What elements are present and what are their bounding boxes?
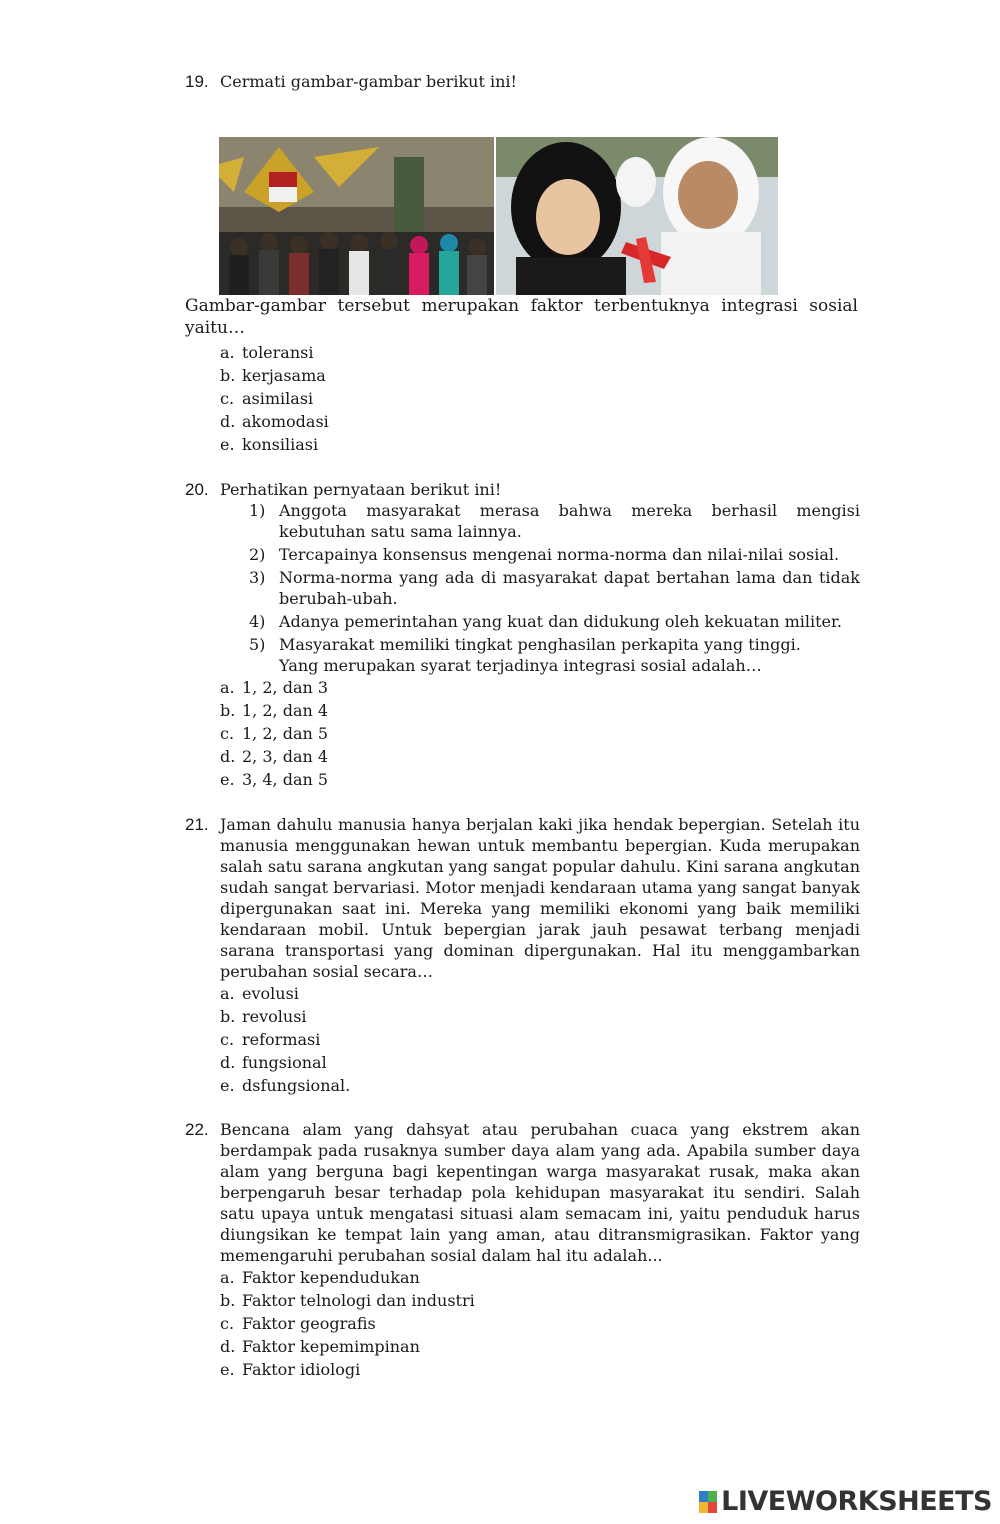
statement-5: 5) Masyarakat memiliki tingkat penghasilan perkapita yang tinggi. xyxy=(249,635,801,654)
interfaith-women-photo xyxy=(496,137,778,295)
garuda-pancasila-group-photo xyxy=(219,137,494,295)
statement-2: 2) Tercapainya konsensus mengenai norma-norma dan nilai-nilai sosial. xyxy=(249,545,840,564)
question-text: Yang merupakan syarat terjadinya integrasi sosial adalah… xyxy=(279,656,762,675)
option-c[interactable]: c. 1, 2, dan 5 xyxy=(220,724,329,743)
question-number: 19. xyxy=(185,72,209,91)
liveworksheets-logo[interactable] xyxy=(699,1486,992,1517)
statement-1: 1) Anggota masyarakat merasa bahwa mereka berhasil mengisi kebutuhan satu sama lainnya. xyxy=(249,501,860,541)
option-a[interactable]: a. Faktor kependudukan xyxy=(220,1268,420,1287)
option-d[interactable]: d. fungsional xyxy=(220,1053,327,1072)
question-20 xyxy=(185,479,860,791)
option-b[interactable]: b. Faktor telnologi dan industri xyxy=(220,1291,475,1310)
question-text: Gambar-gambar tersebut merupakan faktor terbentuknya integrasi sosial yaitu… xyxy=(185,296,858,338)
question-prompt: Perhatikan pernyataan berikut ini! xyxy=(220,480,502,499)
question-21 xyxy=(185,814,860,1097)
question-prompt: Bencana alam yang dahsyat atau perubahan cuaca yang ekstrem akan berdampak pada rusaknya sumber daya alam yang ada. Apabila sumber daya alam yang berguna bagi kepentingan warga masyarakat rusak, maka akan berpengaruh besar terhadap pola kehidupan masyarakat itu sendiri. Salah satu upaya untuk mengatasi situasi alam semacam ini, yaitu penduduk harus diungsikan ke tempat lain yang aman, atau ditransmigrasikan. Faktor yang memengaruhi perubahan sosial dalam hal itu adalah... xyxy=(220,1120,860,1265)
option-d[interactable]: d. 2, 3, dan 4 xyxy=(220,747,329,766)
liveworksheets-logo-icon xyxy=(699,1491,717,1513)
option-b[interactable]: b. revolusi xyxy=(220,1007,307,1026)
question-19-images xyxy=(219,137,778,295)
option-c[interactable]: c. asimilasi xyxy=(220,389,314,408)
option-c[interactable]: c. Faktor geografis xyxy=(220,1314,376,1333)
brand-name: LIVEWORKSHEETS xyxy=(721,1486,992,1517)
question-22 xyxy=(185,1119,860,1381)
question-19-body xyxy=(185,295,858,456)
question-number: 21. xyxy=(185,815,209,834)
question-prompt: Cermati gambar-gambar berikut ini! xyxy=(220,72,517,91)
option-e[interactable]: e. dsfungsional. xyxy=(220,1076,351,1095)
question-number: 20. xyxy=(185,480,209,499)
option-e[interactable]: e. 3, 4, dan 5 xyxy=(220,770,329,789)
option-a[interactable]: a. evolusi xyxy=(220,984,299,1003)
statement-3: 3) Norma-norma yang ada di masyarakat dapat bertahan lama dan tidak berubah-ubah. xyxy=(249,568,860,608)
question-number: 22. xyxy=(185,1120,209,1139)
option-b[interactable]: b. 1, 2, dan 4 xyxy=(220,701,329,720)
option-d[interactable]: d. Faktor kepemimpinan xyxy=(220,1337,420,1356)
option-d[interactable]: d. akomodasi xyxy=(220,412,329,431)
question-prompt: Jaman dahulu manusia hanya berjalan kaki jika hendak bepergian. Setelah itu manusia menggunakan hewan untuk membantu bepergian. Kuda merupakan salah satu sarana angkutan yang sangat popular dahulu. Kini sarana angkutan sudah sangat bervariasi. Motor menjadi kendaraan utama yang sangat banyak dipergunakan saat ini. Mereka yang memiliki ekonomi yang baik memiliki kendaraan mobil. Untuk bepergian jarak jauh pesawat terbang menjadi sarana transportasi yang dominan dipergunakan. Hal itu menggambarkan perubahan sosial secara… xyxy=(220,815,860,981)
statement-4: 4) Adanya pemerintahan yang kuat dan didukung oleh kekuatan militer. xyxy=(249,612,842,631)
option-a[interactable]: a. toleransi xyxy=(220,343,314,362)
option-e[interactable]: e. konsiliasi xyxy=(220,435,319,454)
question-19 xyxy=(185,71,860,92)
option-b[interactable]: b. kerjasama xyxy=(220,366,326,385)
option-c[interactable]: c. reformasi xyxy=(220,1030,321,1049)
option-a[interactable]: a. 1, 2, dan 3 xyxy=(220,678,329,697)
option-e[interactable]: e. Faktor idiologi xyxy=(220,1360,361,1379)
